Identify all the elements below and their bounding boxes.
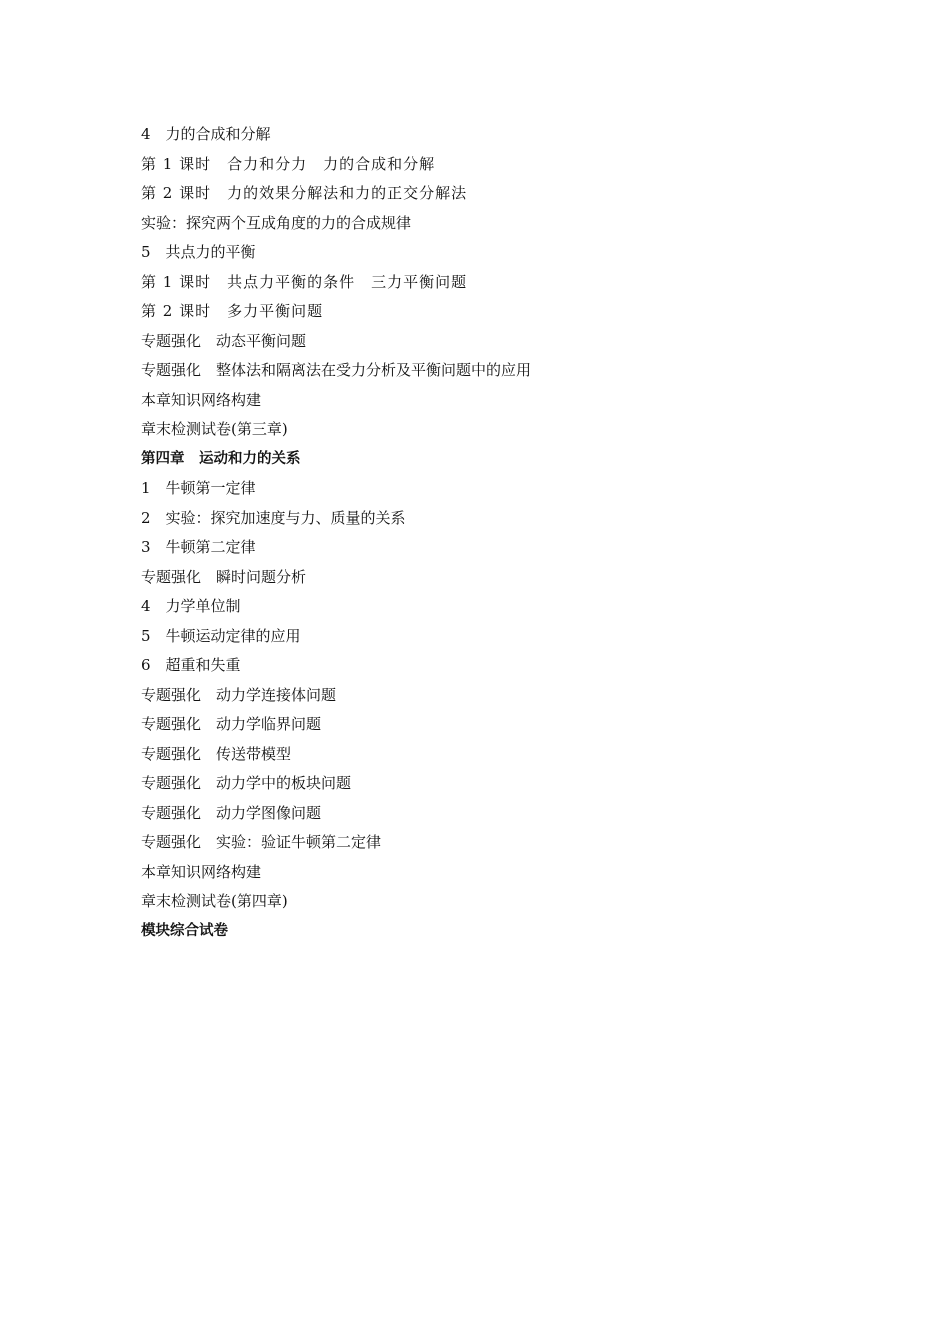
toc-section[interactable]: 5 牛顿运动定律的应用 <box>141 626 301 645</box>
toc-topic[interactable]: 专题强化 整体法和隔离法在受力分析及平衡问题中的应用 <box>141 361 532 379</box>
toc-lesson[interactable]: 第 1 课时 共点力平衡的条件 三力平衡问题 <box>141 272 468 291</box>
toc-chapter-heading[interactable]: 第四章 运动和力的关系 <box>141 450 301 467</box>
toc-section[interactable]: 2 实验：探究加速度与力、质量的关系 <box>141 508 406 527</box>
toc-topic[interactable]: 专题强化 瞬时问题分析 <box>141 567 307 586</box>
toc-lesson[interactable]: 第 2 课时 力的效果分解法和力的正交分解法 <box>141 184 468 202</box>
toc-section[interactable]: 3 牛顿第二定律 <box>141 538 256 556</box>
table-of-contents <box>141 122 531 948</box>
toc-section[interactable]: 5 共点力的平衡 <box>141 243 256 261</box>
toc-topic[interactable]: 专题强化 传送带模型 <box>141 744 292 763</box>
toc-section[interactable]: 1 牛顿第一定律 <box>141 479 256 497</box>
toc-topic[interactable]: 专题强化 动力学图像问题 <box>141 803 322 822</box>
toc-lesson[interactable]: 第 1 课时 合力和分力 力的合成和分解 <box>141 154 436 173</box>
toc-test[interactable]: 章末检测试卷(第三章) <box>141 420 288 438</box>
toc-topic[interactable]: 专题强化 动力学中的板块问题 <box>141 774 352 792</box>
toc-summary[interactable]: 本章知识网络构建 <box>141 390 262 409</box>
toc-experiment[interactable]: 实验：探究两个互成角度的力的合成规律 <box>141 213 412 232</box>
toc-test[interactable]: 章末检测试卷(第四章) <box>141 892 288 910</box>
toc-topic[interactable]: 专题强化 实验：验证牛顿第二定律 <box>141 833 382 851</box>
toc-topic[interactable]: 专题强化 动力学连接体问题 <box>141 685 337 704</box>
toc-topic[interactable]: 专题强化 动力学临界问题 <box>141 715 322 733</box>
toc-topic[interactable]: 专题强化 动态平衡问题 <box>141 331 307 350</box>
toc-summary[interactable]: 本章知识网络构建 <box>141 862 262 881</box>
toc-lesson[interactable]: 第 2 课时 多力平衡问题 <box>141 302 324 320</box>
toc-module-test-heading[interactable]: 模块综合试卷 <box>141 922 228 939</box>
toc-section[interactable]: 4 力的合成和分解 <box>141 125 271 143</box>
toc-section[interactable]: 4 力学单位制 <box>141 597 241 615</box>
toc-section[interactable]: 6 超重和失重 <box>141 656 241 674</box>
